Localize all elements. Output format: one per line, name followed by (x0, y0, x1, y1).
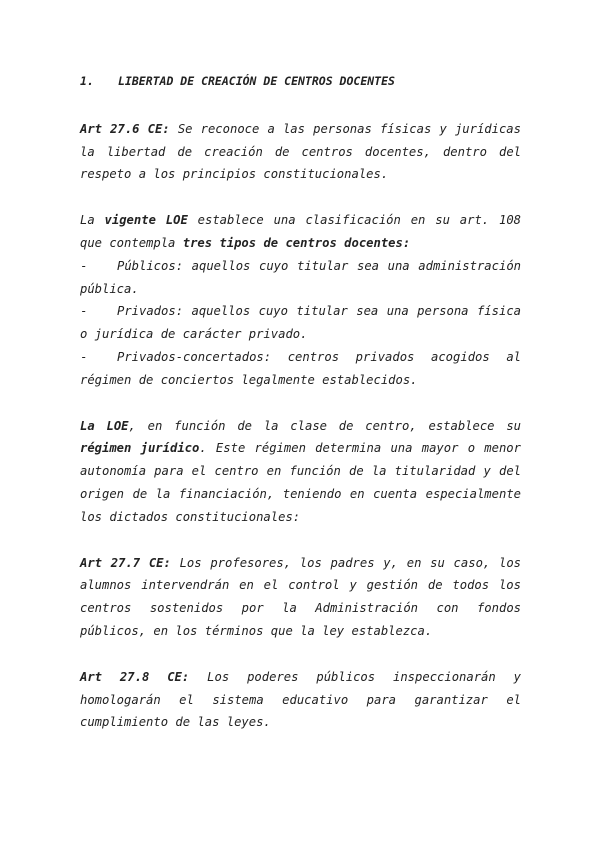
list-item (80, 346, 521, 392)
paragraph-text: establece una clasificación en su art. 108 que contempla (80, 213, 522, 250)
bold-la-loe: La LOE (80, 418, 129, 433)
paragraph-art-27-8 (80, 666, 521, 734)
paragraph-text: . Este régimen determina una mayor o menor autonomía para el centro en función de la titularidad y del origen de la financiación, teniendo en cuenta especialmente los dictados constitucionales: (80, 441, 521, 524)
bullet-dash: - (80, 304, 88, 319)
list-item (80, 300, 521, 346)
document-page (80, 70, 521, 734)
paragraph-text: Los poderes públicos inspeccionarán y homologarán el sistema educativo para garantizar el cumplimiento de las leyes. (80, 669, 521, 730)
paragraph-loe-regimen (80, 415, 521, 529)
paragraph-text: Se reconoce a las personas físicas y jurídicas la libertad de creación de centros docentes, dentro del respeto a los principios constitucionales. (80, 121, 521, 182)
section-heading (80, 70, 521, 93)
article-ref-27-6: Art 27.6 CE: (80, 121, 170, 136)
bold-regimen-juridico: régimen jurídico (80, 441, 200, 456)
paragraph-art-27-6 (80, 118, 521, 186)
paragraph-text: La (80, 213, 105, 228)
bold-tres-tipos: tres tipos de centros docentes: (182, 235, 411, 250)
list-item (80, 255, 521, 301)
bold-vigente-loe: vigente LOE (104, 213, 188, 228)
bullet-dash: - (80, 349, 88, 364)
list-item-text: Privados: aquellos cuyo titular sea una persona física o jurídica de carácter privado. (80, 304, 521, 342)
paragraph-loe-classification (80, 209, 521, 255)
bullet-dash: - (80, 258, 88, 273)
article-ref-27-8: Art 27.8 CE: (80, 669, 190, 684)
section-title: LIBERTAD DE CREACIÓN DE CENTROS DOCENTES (118, 74, 395, 88)
list-item-text: Privados-concertados: centros privados acogidos al régimen de conciertos legalmente establecidos. (80, 349, 521, 387)
article-ref-27-7: Art 27.7 CE: (80, 555, 171, 570)
list-item-text: Públicos: aquellos cuyo titular sea una administración pública. (80, 258, 521, 296)
section-number: 1. (80, 74, 94, 88)
paragraph-art-27-7 (80, 552, 521, 643)
paragraph-text: Los profesores, los padres y, en su caso, los alumnos intervendrán en el control y gestión de todos los centros sostenidos por la Administración con fondos públicos, en los términos que la ley establezca. (80, 555, 521, 638)
paragraph-text: , en función de la clase de centro, establece su (128, 418, 522, 433)
